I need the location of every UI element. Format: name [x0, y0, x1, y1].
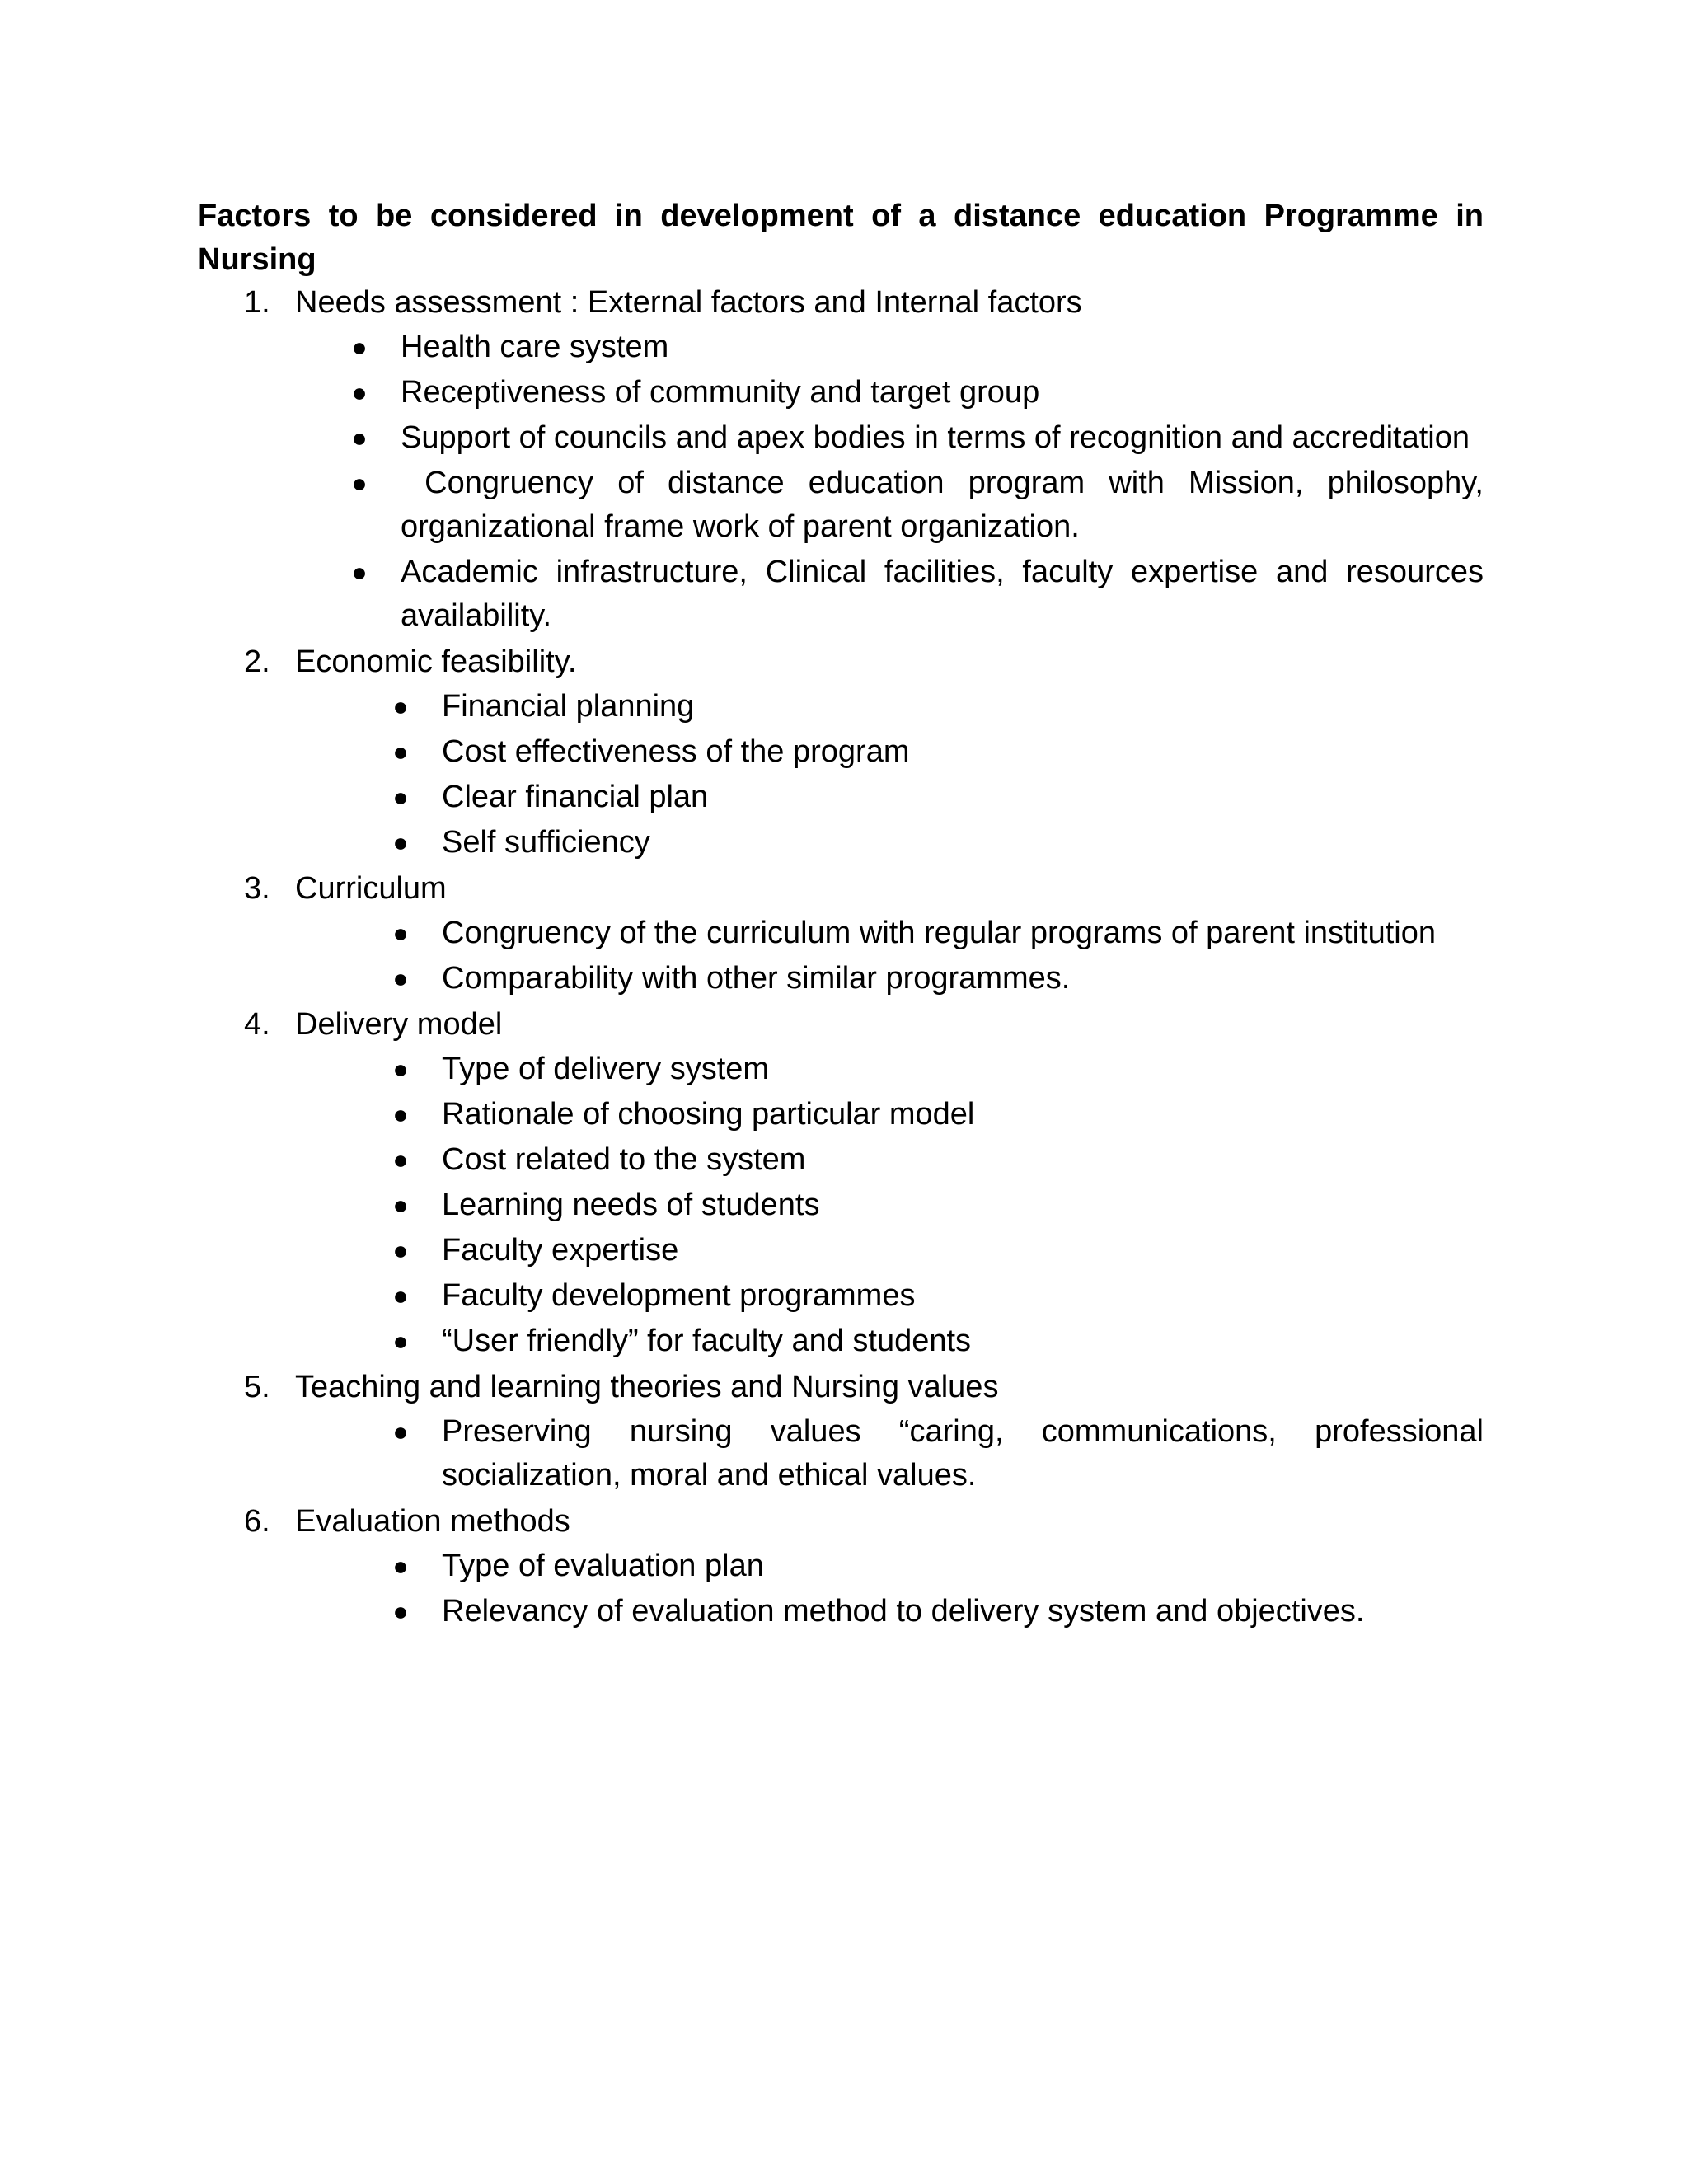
- section-label: Teaching and learning theories and Nursing values: [295, 1370, 999, 1404]
- section-heading: [0, 280, 1688, 326]
- list-item: ● Receptiveness of community and target group: [0, 371, 1688, 416]
- section-heading: [0, 1002, 1688, 1047]
- bullet-icon: ●: [392, 691, 409, 721]
- list-item: ● Type of delivery system: [0, 1047, 1688, 1093]
- bullet-icon: ●: [392, 1326, 409, 1356]
- bullet-icon: ●: [351, 332, 368, 362]
- bullet-list: [0, 326, 1688, 640]
- bullet-list: [0, 1544, 1688, 1635]
- section-heading: [0, 1499, 1688, 1544]
- section-heading: [0, 866, 1688, 912]
- section-needs-assessment: [0, 280, 1688, 640]
- bullet-list: [0, 685, 1688, 866]
- section-label: Delivery model: [295, 1007, 503, 1042]
- section-number: 3.: [244, 871, 270, 906]
- bullet-icon: ●: [351, 468, 368, 498]
- bullet-icon: ●: [351, 423, 368, 452]
- bullet-icon: ●: [392, 918, 409, 948]
- list-item: ● Cost related to the system: [0, 1138, 1688, 1183]
- section-label: Curriculum: [295, 871, 447, 906]
- section-delivery-model: [0, 1002, 1688, 1365]
- section-heading: [0, 640, 1688, 685]
- section-teaching-learning: [0, 1365, 1688, 1499]
- bullet-icon: ●: [392, 1281, 409, 1310]
- section-label: Evaluation methods: [295, 1504, 570, 1539]
- list-item: ● Financial planning: [0, 685, 1688, 730]
- list-item: ● “User friendly” for faculty and students: [0, 1319, 1688, 1365]
- bullet-icon: ●: [392, 1145, 409, 1174]
- list-item: ● Congruency of distance education program with Mission, philosophy, organizational frame work of parent organization.: [0, 462, 1688, 551]
- section-heading: [0, 1365, 1688, 1410]
- list-item: ● Learning needs of students: [0, 1183, 1688, 1229]
- bullet-icon: ●: [392, 1596, 409, 1626]
- bullet-icon: ●: [392, 737, 409, 766]
- bullet-icon: ●: [392, 1190, 409, 1220]
- list-item: ● Comparability with other similar programmes.: [0, 957, 1688, 1002]
- bullet-list: [0, 1410, 1688, 1499]
- section-number: 4.: [244, 1007, 270, 1042]
- bullet-icon: ●: [392, 1235, 409, 1265]
- section-label: Needs assessment : External factors and Internal factors: [295, 285, 1082, 320]
- factors-list: [0, 280, 1688, 1635]
- list-item: ● Health care system: [0, 326, 1688, 371]
- list-item: ● Self sufficiency: [0, 821, 1688, 866]
- list-item: ● Faculty expertise: [0, 1229, 1688, 1274]
- list-item: ● Clear financial plan: [0, 776, 1688, 821]
- list-item: ● Congruency of the curriculum with regular programs of parent institution: [0, 912, 1688, 957]
- list-item: ● Cost effectiveness of the program: [0, 730, 1688, 776]
- bullet-icon: ●: [351, 557, 368, 587]
- section-label: Economic feasibility.: [295, 644, 577, 679]
- section-number: 1.: [244, 285, 270, 320]
- list-item: ● Relevancy of evaluation method to delivery system and objectives.: [0, 1590, 1688, 1635]
- bullet-icon: ●: [392, 963, 409, 993]
- bullet-icon: ●: [351, 377, 368, 407]
- bullet-icon: ●: [392, 1417, 409, 1446]
- document-title: Factors to be considered in development of a distance education Programme in Nursing: [198, 199, 1484, 277]
- list-item: ● Type of evaluation plan: [0, 1544, 1688, 1590]
- list-item: ● Faculty development programmes: [0, 1274, 1688, 1319]
- section-economic-feasibility: [0, 640, 1688, 866]
- section-number: 2.: [244, 644, 270, 679]
- section-number: 5.: [244, 1370, 270, 1404]
- bullet-icon: ●: [392, 782, 409, 812]
- bullet-icon: ●: [392, 827, 409, 857]
- list-item: ● Rationale of choosing particular model: [0, 1093, 1688, 1138]
- section-curriculum: [0, 866, 1688, 1002]
- list-item: ● Support of councils and apex bodies in terms of recognition and accreditation: [0, 416, 1688, 462]
- list-item: ● Academic infrastructure, Clinical facilities, faculty expertise and resources availability.: [0, 551, 1688, 640]
- bullet-icon: ●: [392, 1099, 409, 1129]
- list-item: ● Preserving nursing values “caring, communications, professional socialization, moral and ethical values.: [0, 1410, 1688, 1499]
- section-number: 6.: [244, 1504, 270, 1539]
- bullet-icon: ●: [392, 1054, 409, 1084]
- bullet-list: [0, 912, 1688, 1002]
- bullet-icon: ●: [392, 1551, 409, 1581]
- bullet-list: [0, 1047, 1688, 1365]
- section-evaluation-methods: [0, 1499, 1688, 1635]
